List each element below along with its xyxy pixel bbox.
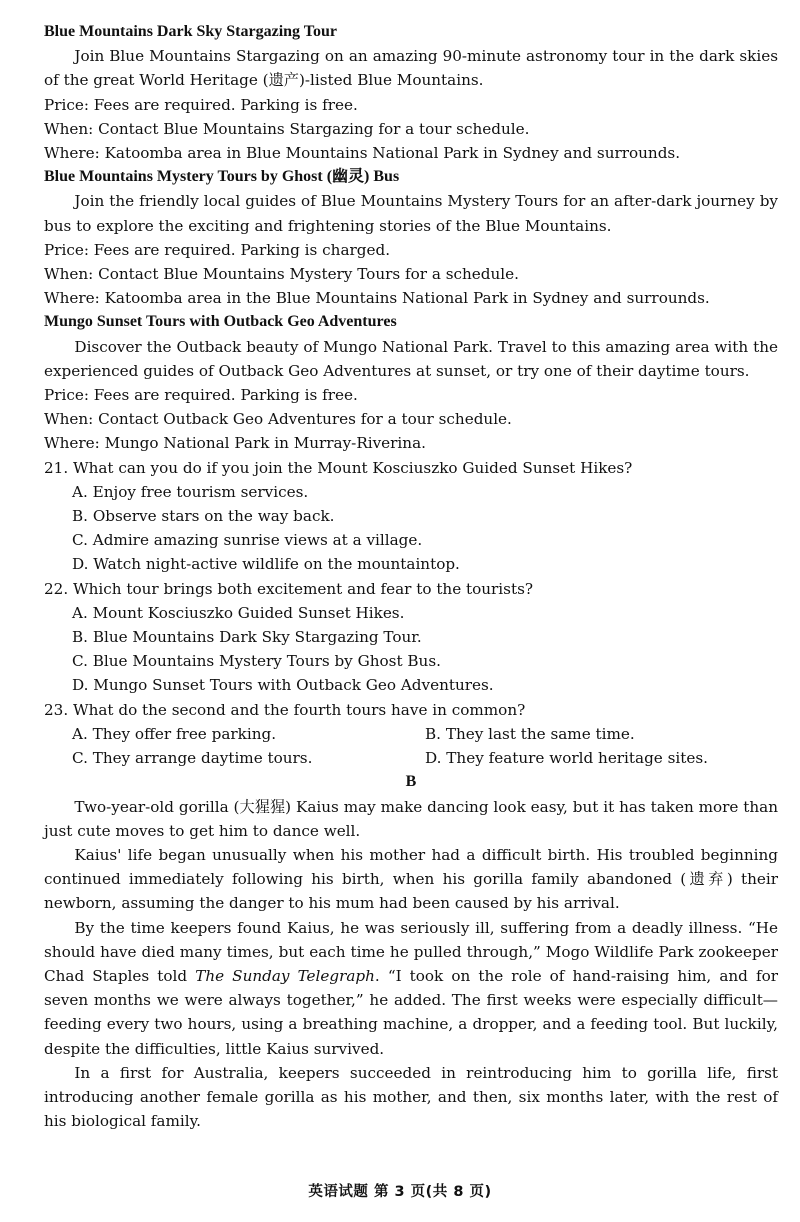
tour-when: When: Contact Blue Mountains Mystery Tours for a schedule.	[44, 265, 519, 284]
passage-paragraph: Kaius' life began unusually when his mother had a difficult birth. His troubled beginning continued immediately following his birth, when his gorilla family abandoned (遗弃) their newborn, assuming the danger to his mum had been caused by his arrival.	[44, 845, 778, 913]
tour-where: Where: Mungo National Park in Murray-Riverina.	[44, 434, 426, 453]
option-row	[44, 722, 778, 746]
tour-where: Where: Katoomba area in Blue Mountains National Park in Sydney and surrounds.	[44, 144, 681, 163]
paragraph-text: . “I took on the role of hand-raising him, and for seven months we were always together,” he added. The first weeks were especially difficult—feeding every two hours, using a breathing machine, a dropper, and a feeding tool. But luckily, despite the difficulties, little Kaius survived.	[44, 966, 778, 1058]
question-stem: 23. What do the second and the fourth tours have in common?	[44, 700, 526, 719]
passage-paragraph: In a first for Australia, keepers succeeded in reintroducing him to gorilla life, first introducing another female gorilla as his mother, and then, six months later, with the rest of his biological family.	[44, 1063, 778, 1131]
question-21	[44, 456, 778, 577]
option-a[interactable]: A. They offer free parking.	[72, 724, 277, 743]
option-a[interactable]: A. Mount Kosciuszko Guided Sunset Hikes.	[72, 603, 405, 622]
tour-where: Where: Katoomba area in the Blue Mountains National Park in Sydney and surrounds.	[44, 289, 710, 308]
page-footer: 英语试题 第 3 页(共 8 页)	[308, 1184, 492, 1200]
option-c[interactable]: C. They arrange daytime tours.	[72, 749, 313, 768]
option-d[interactable]: D. Watch night-active wildlife on the mountaintop.	[72, 555, 460, 574]
tour-when: When: Contact Outback Geo Adventures for a tour schedule.	[44, 410, 512, 429]
newspaper-title: The Sunday Telegraph	[195, 966, 375, 985]
passage-paragraph: Two-year-old gorilla (大猩猩) Kaius may make dancing look easy, but it has taken more than just cute moves to get him to dance well.	[44, 797, 778, 840]
question-23	[44, 698, 778, 771]
tour-price: Price: Fees are required. Parking is free.	[44, 386, 358, 405]
tour-price: Price: Fees are required. Parking is free.	[44, 95, 358, 114]
tour-mungo-sunset	[44, 310, 778, 455]
tour-title: Blue Mountains Dark Sky Stargazing Tour	[44, 23, 337, 40]
option-row	[44, 746, 778, 770]
question-stem: 21. What can you do if you join the Mount Kosciuszko Guided Sunset Hikes?	[44, 458, 633, 477]
option-d[interactable]: D. They feature world heritage sites.	[425, 749, 708, 768]
tour-description: Join the friendly local guides of Blue Mountains Mystery Tours for an after-dark journey by bus to explore the exciting and frightening stories of the Blue Mountains.	[44, 192, 778, 235]
option-b[interactable]: B. Blue Mountains Dark Sky Stargazing Tour.	[72, 628, 422, 647]
option-b[interactable]: B. Observe stars on the way back.	[72, 507, 335, 526]
option-b[interactable]: B. They last the same time.	[425, 724, 635, 743]
passage-paragraph	[44, 916, 778, 1061]
option-c[interactable]: C. Blue Mountains Mystery Tours by Ghost Bus.	[72, 652, 441, 671]
option-a[interactable]: A. Enjoy free tourism services.	[72, 482, 309, 501]
tour-ghost-bus	[44, 165, 778, 310]
tour-when: When: Contact Blue Mountains Stargazing for a tour schedule.	[44, 119, 530, 138]
question-stem: 22. Which tour brings both excitement and fear to the tourists?	[44, 579, 534, 598]
paragraph-text: By the time keepers found Kaius, he was seriously ill, suffering from a deadly illness. “He should have died many times, but each time he pulled through,” Mogo Wildlife Park zookeeper Chad Staples told	[44, 918, 778, 985]
question-22	[44, 577, 778, 698]
option-d[interactable]: D. Mungo Sunset Tours with Outback Geo Adventures.	[72, 676, 494, 695]
tour-price: Price: Fees are required. Parking is charged.	[44, 240, 391, 259]
tour-description: Join Blue Mountains Stargazing on an amazing 90-minute astronomy tour in the dark skies of the great World Heritage (遗产)-listed Blue Mountains.	[44, 47, 778, 90]
tour-title: Blue Mountains Mystery Tours by Ghost (幽灵) Bus	[44, 168, 400, 186]
passage-b	[44, 795, 778, 1134]
tour-description: Discover the Outback beauty of Mungo National Park. Travel to this amazing area with the experienced guides of Outback Geo Adventures at sunset, or try one of their daytime tours.	[44, 337, 778, 380]
tour-title: Mungo Sunset Tours with Outback Geo Adventures	[44, 313, 397, 331]
section-heading: B	[405, 773, 417, 791]
tour-stargazing	[44, 20, 778, 165]
option-c[interactable]: C. Admire amazing sunrise views at a village.	[72, 531, 423, 550]
